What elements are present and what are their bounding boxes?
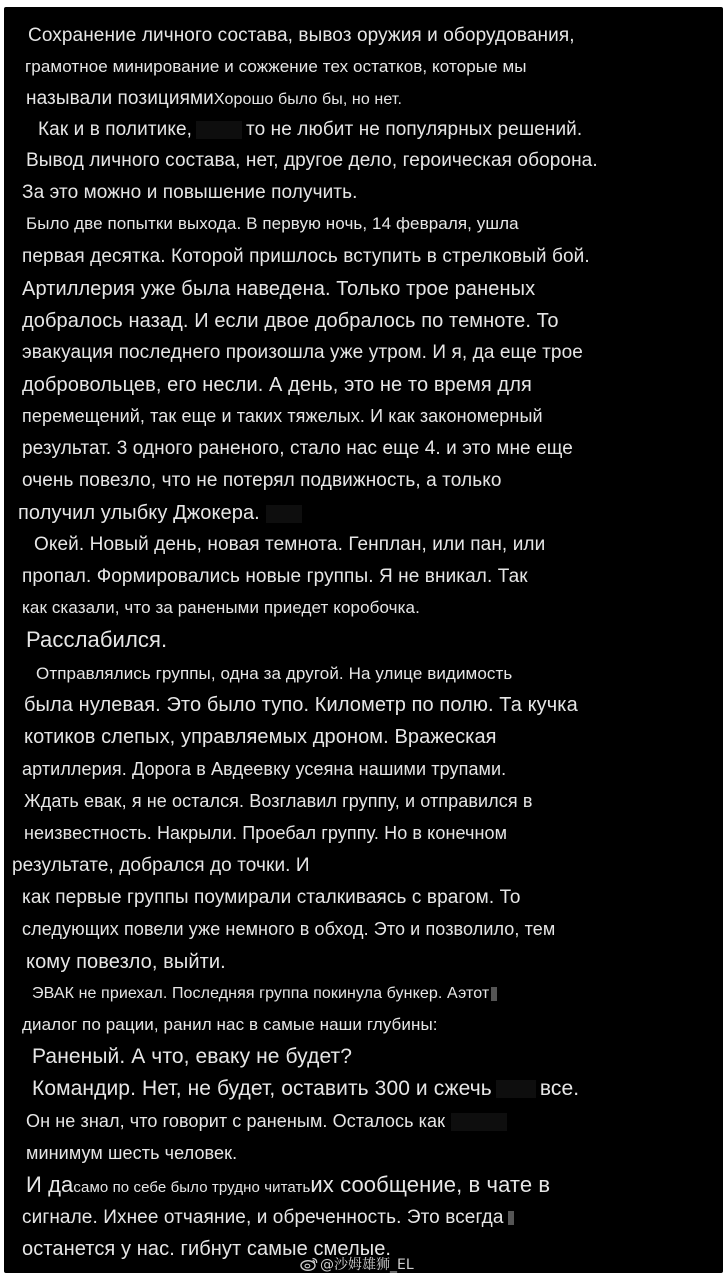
text-line: сигнале. Ихнее отчаяние, и обреченность. Это всегда — [22, 1208, 514, 1227]
text-line: перемещений, так еще и таких тяжелых. И как закономерный — [22, 406, 543, 426]
text-line: Сохранение личного состава, вывоз оружия и оборудования, — [28, 25, 575, 46]
text-line: неизвестность. Накрыли. Проебал группу. Но в конечном — [24, 823, 508, 843]
text-line: минимум шесть человек. — [26, 1143, 238, 1163]
redaction-block — [508, 1211, 514, 1225]
text-line: результате, добрался до точки. И — [12, 855, 310, 876]
text-line: следующих повели уже немного в обход. Это и позволило, тем — [22, 919, 556, 939]
text-line: Раненый. А что, еваку не будет? — [32, 1045, 353, 1068]
text-line: ЭВАК не приехал. Последняя группа покинула бункер. Аэтот — [32, 986, 497, 1002]
text-line: котиков слепых, управляемых дроном. Вражеская — [24, 726, 497, 748]
redaction-block — [496, 1080, 536, 1098]
text-line: была нулевая. Это было тупо. Километр по полю. Та кучка — [24, 694, 578, 716]
text-line: останется у нас. гибнут самые смелые. — [22, 1238, 392, 1260]
redaction-block — [196, 121, 242, 139]
watermark-text: @沙姆雄狮_EL — [320, 1257, 414, 1273]
text-line: кому повезло, выйти. — [26, 951, 226, 973]
redaction-block — [451, 1113, 507, 1131]
text-line: очень повезло, что не потерял подвижность, а только — [22, 470, 502, 491]
text-line: эвакуация последнего произошла уже утром. И я, да еще трое — [22, 342, 583, 363]
text-line: Расслабился. — [26, 627, 168, 652]
text-line: Как и в политике, то не любит не популярных решений. — [38, 119, 583, 140]
text-line: Отправлялись группы, одна за другой. На улице видимость — [36, 664, 513, 683]
text-line: Окей. Новый день, новая темнота. Генплан, или пан, или — [34, 534, 546, 555]
weibo-watermark — [300, 1254, 414, 1274]
redaction-block — [491, 987, 497, 1001]
text-line: первая десятка. Которой пришлось вступить в стрелковый бой. — [22, 246, 590, 267]
weibo-logo-icon — [300, 1257, 318, 1271]
text-line: артиллерия. Дорога в Авдеевку усеяна нашими трупами. — [22, 759, 507, 779]
text-line: За это можно и повышение получить. — [22, 182, 358, 203]
text-line: грамотное минирование и сожжение тех остатков, которые мы — [25, 57, 527, 76]
text-line: результат. 3 одного раненого, стало нас еще 4. и это мне еще — [22, 438, 573, 459]
text-line: Он не знал, что говорит с раненым. Осталось как — [26, 1112, 507, 1131]
redaction-block — [266, 505, 302, 523]
text-line: Вывод личного состава, нет, другое дело, героическая оборона. — [26, 150, 598, 171]
text-line: как первые группы поумирали сталкиваясь с врагом. То — [22, 887, 521, 908]
text-line: Командир. Нет, не будет, оставить 300 и сжечь все. — [32, 1077, 580, 1100]
text-line: Было две попытки выхода. В первую ночь, 14 февраля, ушла — [26, 214, 519, 233]
text-line: добралось назад. И если двое добралось по темноте. То — [22, 310, 559, 332]
text-line: как сказали, что за ранеными приедет коробочка. — [22, 598, 420, 617]
text-line: Ждать евак, я не остался. Возглавил группу, и отправился в — [24, 791, 533, 811]
text-line: добровольцев, его несли. А день, это не то время для — [22, 374, 532, 396]
text-line: получил улыбку Джокера. — [18, 503, 302, 523]
text-line: Артиллерия уже была наведена. Только трое раненых — [22, 278, 536, 300]
text-line: диалог по рации, ранил нас в самые наши глубины: — [22, 1015, 438, 1034]
text-line: И дасамо по себе было трудно читатьих сообщение, в чате в — [26, 1172, 551, 1197]
text-line: пропал. Формировались новые группы. Я не вникал. Так — [22, 566, 528, 587]
text-line: называли позициямиХорошо было бы, но нет. — [26, 88, 403, 109]
